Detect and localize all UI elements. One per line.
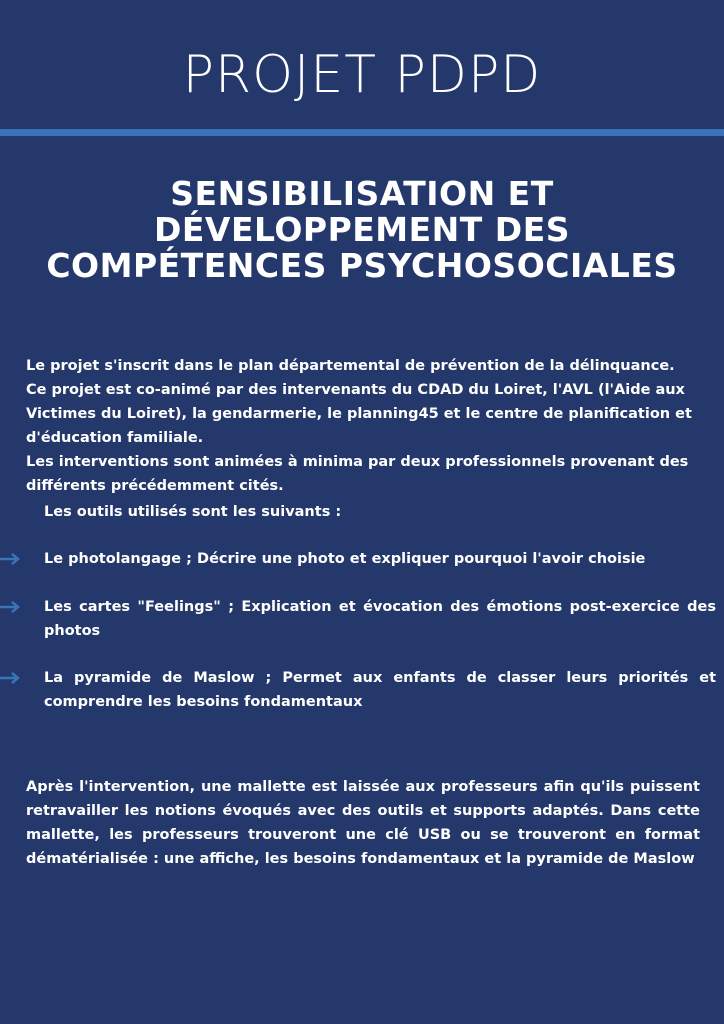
list-item-text: Les cartes "Feelings" ; Explication et évocation des émotions post-exercice des photos — [44, 599, 716, 639]
page-title: PROJET PDPD — [182, 45, 542, 105]
list-item-text: Le photolangage ; Décrire une photo et expliquer pourquoi l'avoir choisie — [44, 551, 646, 567]
arrow-right-icon — [0, 553, 22, 565]
list-item-text: La pyramide de Maslow ; Permet aux enfants de classer leurs priorités et comprendre les besoins fondamentaux — [44, 670, 716, 710]
intro-paragraph: Le projet s'inscrit dans le plan départemental de prévention de la délinquance. — [26, 358, 675, 374]
subtitle-line: DÉVELOPPEMENT DES — [153, 210, 571, 249]
intro-paragraph: Les interventions sont animées à minima par deux professionnels provenant des différents précédemment cités. — [26, 454, 689, 494]
tools-heading: Les outils utilisés sont les suivants : — [44, 504, 342, 520]
arrow-right-icon — [0, 672, 22, 684]
intro-section — [26, 354, 700, 498]
subtitle-line: COMPÉTENCES PSYCHOSOCIALES — [46, 246, 678, 285]
arrow-right-icon — [0, 601, 22, 613]
page-subtitle — [20, 176, 704, 284]
intro-paragraph: Ce projet est co-animé par des intervenants du CDAD du Loiret, l'AVL (l'Aide aux Victimes du Loiret), la gendarmerie, le planning45 et le centre de planification et d'éducation familiale. — [26, 382, 692, 446]
subtitle-line: SENSIBILISATION ET — [170, 174, 554, 213]
outro-paragraph: Après l'intervention, une mallette est laissée aux professeurs afin qu'ils puissent retravailler les notions évoqués avec des outils et supports adaptés. Dans cette mallette, les professeurs trouveront une clé USB ou se trouveront en format dématérialisée : une affiche, les besoins fondamentaux et la pyramide de Maslow — [26, 779, 700, 867]
title-divider — [0, 129, 724, 136]
